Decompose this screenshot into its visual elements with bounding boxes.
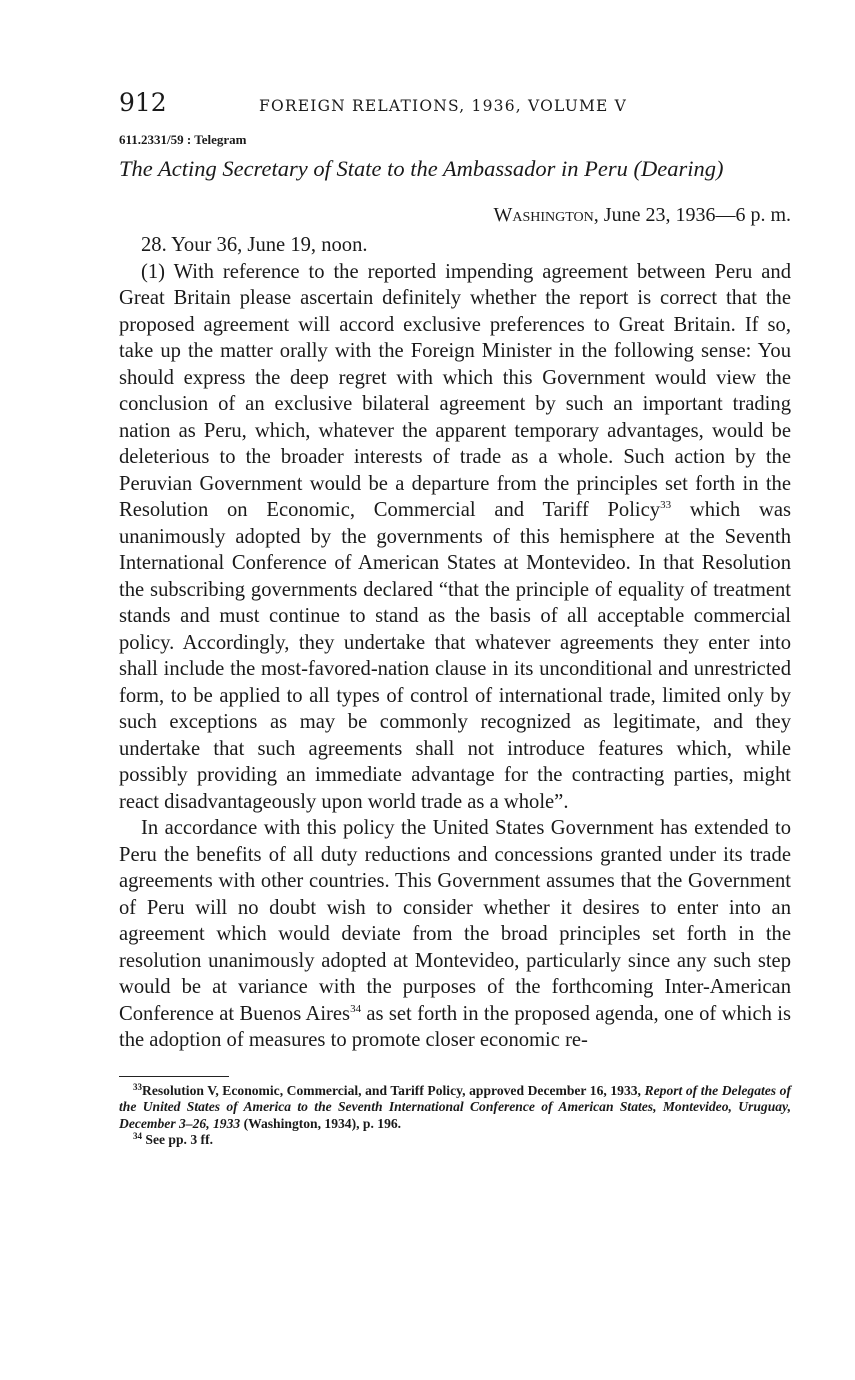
- page-number: 912: [119, 88, 167, 117]
- running-header: [119, 88, 791, 124]
- footnotes: [119, 1083, 791, 1149]
- paragraph-1-part-a: (1) With reference to the reported impending agreement between Peru and Great Britain please ascertain definitely whether the report is correct that the proposed agreement will accord exclusive preferences to Great Britain. If so, take up the matter orally with the Foreign Minister in the following sense: You should express the deep regret with which this Government would view the conclusion of an exclusive bilateral agreement by such an important trading nation as Peru, which, whatever the apparent temporary advantages, would be deleterious to the broader interests of trade as a whole. Such action by the Peruvian Government would be a departure from the principles set forth in the Resolution on Economic, Commercial and Tariff Policy: [119, 260, 791, 521]
- footnote-33-citation: Report of the Delegates of the United States of America to the Seventh International Conference of American States, Montevideo, Uruguay, December 3–26, 1933: [119, 1082, 791, 1131]
- paragraph-2: [119, 815, 791, 1054]
- footnote-ref-33[interactable]: 33: [660, 499, 672, 511]
- footnote-33-text-b: (Washington, 1934), p. 196.: [240, 1115, 402, 1131]
- telegram-body: [119, 232, 791, 1054]
- file-reference: 611.2331/59 : Telegram: [119, 132, 247, 147]
- footnote-34-text: See pp. 3 ff.: [145, 1132, 213, 1147]
- footnote-33-text-a: Resolution V, Economic, Commercial, and Tariff Policy, approved December 16, 1933,: [142, 1082, 645, 1098]
- footnote-34: [119, 1132, 791, 1149]
- paragraph-reference: 28. Your 36, June 19, noon.: [141, 234, 368, 256]
- paragraph-2-part-a: In accordance with this policy the United States Government has extended to Peru the benefits of all duty reductions and concessions granted under its trade agreements with other countries. This Government assumes that the Government of Peru will no doubt wish to consider whether it desires to enter into an agreement which would deviate from the broad principles set forth in the resolution unanimously adopted at Montevideo, particularly since any such step would be at variance with the purposes of the forthcoming Inter-American Conference at Buenos Aires: [119, 817, 791, 1025]
- footnote-ref-34[interactable]: 34: [350, 1002, 362, 1015]
- running-title: FOREIGN RELATIONS, 1936, VOLUME V: [259, 97, 628, 115]
- dateline-place: Washington,: [493, 204, 599, 226]
- document-title: The Acting Secretary of State to the Ambassador in Peru (Dearing): [119, 156, 724, 181]
- footnote-34-mark: 34: [133, 1131, 142, 1141]
- footnote-33: [119, 1083, 791, 1133]
- dateline-date: June 23, 1936—6 p. m.: [603, 204, 791, 226]
- dateline: [119, 200, 791, 230]
- document-page: [119, 88, 791, 1149]
- paragraph-1: [119, 259, 791, 816]
- footnote-33-mark: 33: [133, 1081, 142, 1092]
- footnote-divider: [119, 1076, 229, 1077]
- paragraph-1-part-b: which was unanimously adopted by the governments of this hemisphere at the Seventh International Conference of American States at Montevideo. In that Resolution the subscribing governments declared “that the principle of equality of treatment stands and must continue to stand as the basis of all acceptable commercial policy. Accordingly, they undertake that whatever agreements they enter into shall include the most-favored-nation clause in its unconditional and unrestricted form, to be applied to all types of control of international trade, limited only by such exceptions as may be commonly recognized as legitimate, and they undertake that such agreements shall not introduce features which, while possibly providing an immediate advantage for the contracting parties, might react disadvantageously upon world trade as a whole”.: [119, 499, 792, 813]
- paragraph-2-part-b: as set forth in the proposed agenda, one of which is the adoption of measures to promote closer economic re-: [119, 1002, 791, 1051]
